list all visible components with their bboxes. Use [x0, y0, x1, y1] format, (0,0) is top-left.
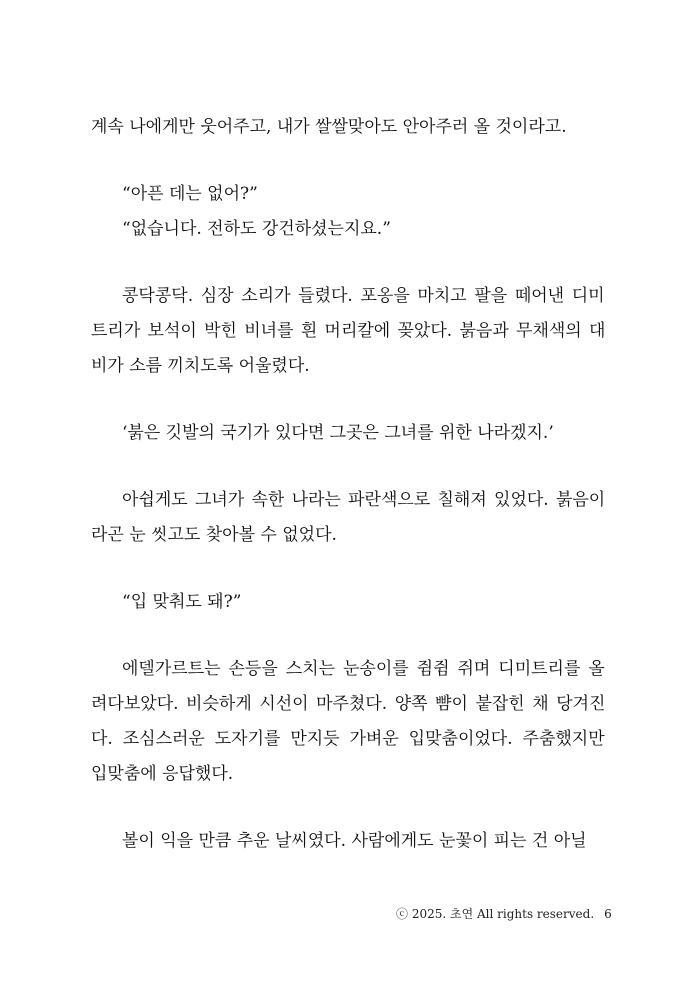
paragraph-line: 에델가르트는 손등을 스치는 눈송이를 쥠쥠 쥐며 디미트리를 올: [122, 659, 605, 679]
paragraph-line: 콩닥콩닥. 심장 소리가 들렸다. 포옹을 마치고 팔을 떼어낸 디미: [122, 286, 605, 306]
paragraph-line: 다. 조심스러운 도자기를 만지듯 가벼운 입맞춤이었다. 주춤했지만: [91, 729, 605, 749]
page-number: 6: [604, 907, 612, 921]
paragraph-line: 라곤 눈 씻고도 찾아볼 수 없었다.: [91, 525, 337, 545]
paragraph-line: 아쉽게도 그녀가 속한 나라는 파란색으로 칠해져 있었다. 붉음이: [122, 490, 606, 510]
dialogue-line: “아픈 데는 없어?”: [122, 184, 258, 204]
paragraph-line: 입맞춤에 응답했다.: [91, 764, 234, 784]
paragraph-line: 려다보았다. 비슷하게 시선이 마주쳤다. 양쪽 뺨이 붙잡힌 채 당겨진: [91, 694, 606, 714]
copyright-notice: ⓒ 2025. 초연 All rights reserved.: [396, 907, 595, 921]
page-footer: [396, 906, 612, 922]
dialogue-line: “없습니다. 전하도 강건하셨는지요.”: [122, 219, 391, 239]
paragraph-line: 계속 나에게만 웃어주고, 내가 쌀쌀맞아도 안아주러 올 것이라고.: [91, 117, 567, 137]
dialogue-line: “입 맞춰도 돼?”: [122, 592, 242, 612]
paragraph-line: 볼이 익을 만큼 추운 날씨였다. 사람에게도 눈꽃이 피는 건 아닐: [122, 831, 587, 851]
thought-line: ‘붉은 깃발의 국기가 있다면 그곳은 그녀를 위한 나라겠지.’: [122, 423, 554, 443]
paragraph-line: 트리가 보석이 박힌 비녀를 흰 머리칼에 꽂았다. 붉음과 무채색의 대: [91, 321, 606, 341]
paragraph-line: 비가 소름 끼치도록 어울렸다.: [91, 356, 310, 376]
